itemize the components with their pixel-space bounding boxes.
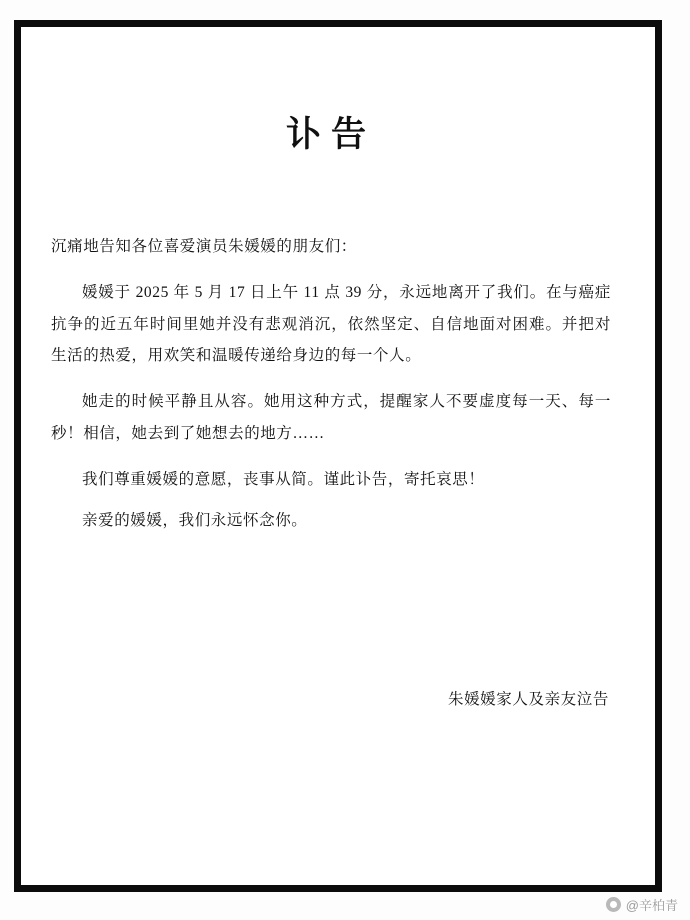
signature-line: 朱媛媛家人及亲友泣告 xyxy=(447,691,609,708)
paragraph-3: 我们尊重媛媛的意愿，丧事从简。谨此讣告，寄托哀思！ xyxy=(82,470,485,488)
paragraph-4: 亲爱的媛媛，我们永远怀念你。 xyxy=(82,512,308,530)
obituary-frame xyxy=(14,20,662,892)
obituary-content xyxy=(21,27,655,885)
weibo-eye-icon xyxy=(606,897,621,912)
obituary-body xyxy=(51,231,611,537)
paragraph-1: 媛媛于 2025 年 5 月 17 日上午 11 点 39 分，永远地离开了我们。在与癌症抗争的近五年时间里她并没有悲观消沉，依然坚定、自信地面对困难。并把对生活的热爱，用欢笑和温暖传递给身边的每一个人。 xyxy=(51,283,611,365)
page-title: 讣告 xyxy=(285,114,376,155)
paragraph-salutation: 沉痛地告知各位喜爱演员朱媛媛的朋友们： xyxy=(51,238,357,255)
watermark-label: @辛柏青 xyxy=(625,898,678,913)
paragraph-2: 她走的时候平静且从容。她用这种方式，提醒家人不要虚度每一天、每一秒！相信，她去到了她想去的地方…… xyxy=(51,393,611,442)
watermark xyxy=(606,895,678,914)
